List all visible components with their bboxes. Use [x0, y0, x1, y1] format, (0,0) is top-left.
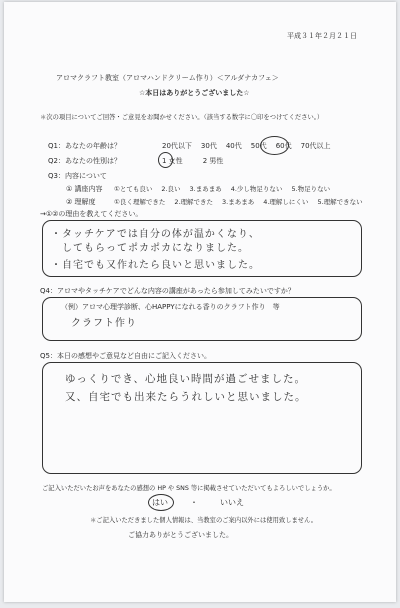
- q2-option-selected[interactable]: 1 女性: [162, 157, 183, 165]
- intro-text: ＊次の項目についてご回答・ご意見をお聞かせください。（該当する数字に〇印をつけてください。）: [40, 114, 324, 121]
- q4-answer-box[interactable]: [42, 297, 362, 341]
- q3-reason-line: ・自宅でも又作れたら良いと思いました。: [51, 260, 260, 271]
- consent-separator: ・: [190, 498, 198, 507]
- q3-content-option[interactable]: 2.良い: [161, 185, 181, 193]
- q1-option[interactable]: 20代以下: [162, 142, 192, 150]
- consent-option-no[interactable]: いいえ: [220, 498, 244, 507]
- q4-answer: クラフト作り: [71, 318, 137, 329]
- q3-understanding-option[interactable]: 2.理解できた: [174, 198, 214, 206]
- consent-question: ご記入いただいたお声をあなたの感想の HP や SNS 等に掲載させていただいてもよろしいでしょうか。: [42, 485, 336, 492]
- q4-label: Q4：アロマやタッチケアでどんな内容の講座があったら参加してみたいですか？: [40, 287, 295, 295]
- q1-option[interactable]: 70代以上: [300, 142, 331, 150]
- q3-understanding-option[interactable]: 3.まあまあ: [222, 198, 255, 206]
- q3-understanding-options: [114, 198, 372, 207]
- q3-content-option[interactable]: 3.まあまあ: [189, 185, 222, 193]
- survey-sheet: [4, 2, 396, 602]
- q5-answer-line: ゆっくりでき、心地良い時間が過ごせました。: [65, 373, 306, 385]
- q3-reason-box[interactable]: [42, 220, 362, 277]
- q3-content-label: ① 講座内容: [66, 185, 103, 193]
- q1-option[interactable]: 40代: [225, 142, 242, 150]
- q2-selection-circle: [158, 152, 173, 168]
- privacy-note: ＊ご記入いただきました個人情報は、当教室のご案内以外には使用致しません。: [90, 517, 318, 524]
- q5-label: Q5：本日の感想やご意見など自由にご記入ください。: [40, 352, 211, 360]
- q1-selection-circle: [260, 136, 289, 155]
- q3-content-option-selected[interactable]: ①とても良い: [114, 185, 153, 193]
- survey-date: 平成３１年２月２１日: [287, 32, 357, 40]
- q3-reason-label: →①②の理由を教えてください。: [40, 210, 143, 218]
- q3-understanding-option-selected[interactable]: ①良く理解できた: [114, 198, 166, 206]
- q3-understanding-label: ② 理解度: [66, 198, 96, 206]
- q3-content-option[interactable]: 5.物足りない: [291, 185, 331, 193]
- q1-options: [162, 142, 340, 151]
- q3-content-options: [114, 185, 339, 194]
- closing-text: ご協力ありがとうございました。: [128, 531, 233, 539]
- q1-option[interactable]: 60代: [275, 142, 292, 150]
- q3-understanding-option[interactable]: 4.理解しにくい: [263, 198, 309, 206]
- consent-selection-circle: [148, 494, 174, 511]
- q1-option[interactable]: 30代: [200, 142, 217, 150]
- q3-understanding-option[interactable]: 5.理解できない: [317, 198, 363, 206]
- q1-label: Q1：あなたの年齢は？: [48, 142, 121, 150]
- q5-answer-box[interactable]: [42, 362, 362, 474]
- consent-option-yes[interactable]: はい: [152, 498, 168, 507]
- q2-label: Q2：あなたの性別は？: [48, 157, 121, 165]
- q2-option[interactable]: 2 男性: [202, 157, 224, 165]
- q1-option-selected[interactable]: 50代: [250, 142, 267, 150]
- q3-reason-line: してもらってポカポカになりました。: [51, 243, 249, 254]
- q3-reason-line: ・タッチケアでは自分の体が温かくなり、: [51, 229, 260, 240]
- event-title: アロマクラフト教室（アロマハンドクリーム作り）＜アルダナカフェ＞: [56, 74, 279, 82]
- q3-content-option[interactable]: 4.少し物足りない: [230, 185, 283, 193]
- q4-example: （例）アロマ心理学診断、心HAPPYになれる香りのクラフト作り 等: [61, 303, 280, 311]
- q3-label: Q3：内容について: [48, 172, 107, 180]
- thanks-heading: ☆本日はありがとうございました☆: [139, 89, 250, 97]
- q5-answer-line: 又、自宅でも出来たらうれしいと思いました。: [65, 391, 307, 403]
